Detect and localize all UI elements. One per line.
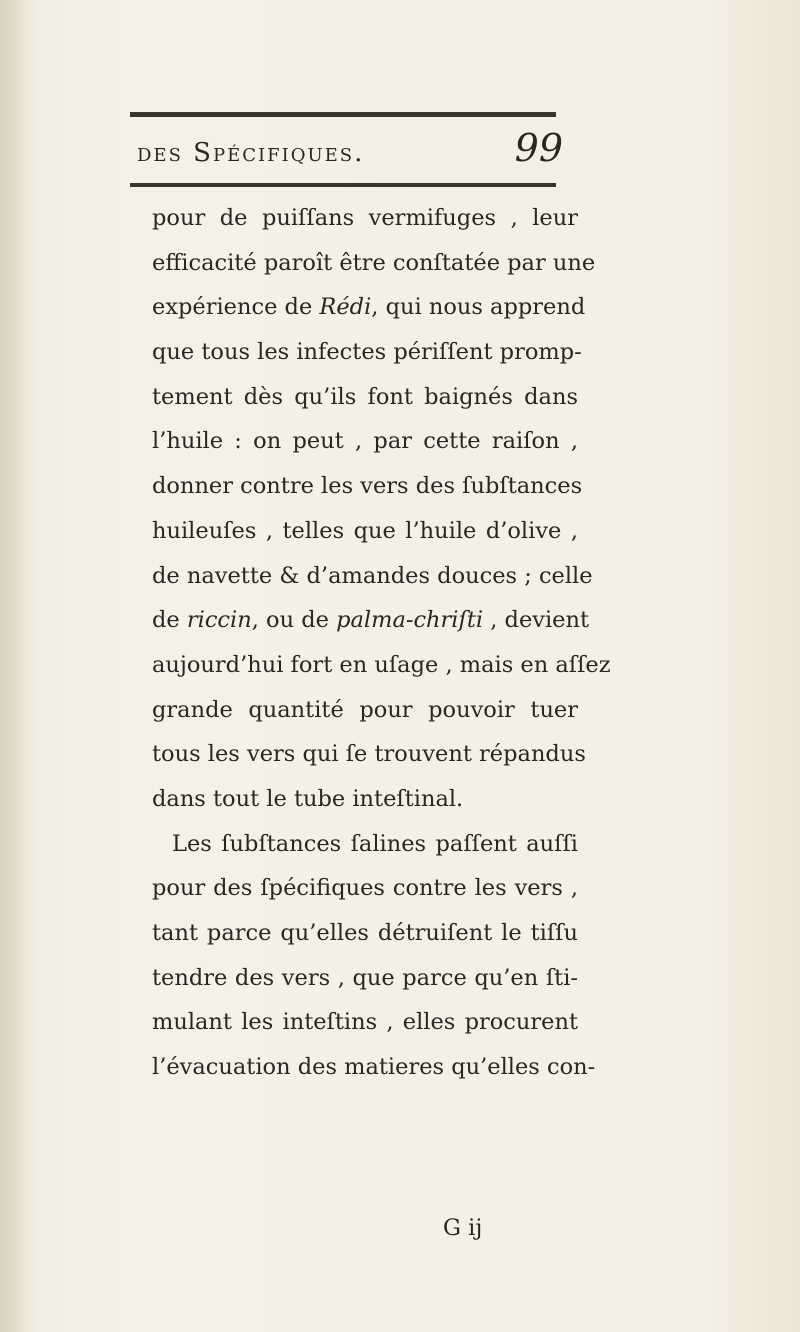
text-line (152, 241, 596, 286)
text-segment: dans tout le tube inteſtinal. (152, 785, 464, 812)
text-line (152, 375, 578, 420)
text-segment: l’huile : on peut , par cette raiſon , (152, 428, 578, 455)
text-line (152, 509, 578, 554)
text-segment: Les ſubſtances ſalines paſſent auſſi (172, 830, 578, 857)
page-number: 99 (514, 126, 563, 170)
text-line (152, 643, 611, 688)
text-segment: que tous les infectes périſſent promp- (152, 339, 582, 366)
text-segment: tendre des vers , que parce qu’en ſti- (152, 964, 578, 991)
text-line (152, 419, 578, 464)
text-segment: pour de puiſſans vermifuges , leur (152, 205, 578, 231)
italic-text: palma-chriſti (336, 607, 484, 634)
text-segment: l’évacuation des matieres qu’elles con- (152, 1054, 596, 1081)
signature-mark: G ij (443, 1215, 483, 1241)
header-rule-top (130, 112, 556, 117)
page-header (137, 120, 563, 178)
running-head: des Spécifiques. (137, 138, 365, 168)
text-segment: donner contre les vers des ſubſtances (152, 473, 583, 500)
text-line (152, 911, 578, 956)
text-line (152, 330, 582, 375)
text-line (152, 822, 578, 867)
text-segment: , ou de (251, 607, 337, 634)
text-line (152, 196, 578, 241)
header-rule-bottom (130, 183, 556, 187)
text-segment: tous les vers qui ſe trouvent répandus (152, 741, 586, 768)
text-line (152, 866, 578, 911)
text-segment: huileuſes , telles que l’huile d’olive , (152, 517, 578, 544)
text-segment: pour des ſpécifiques contre les vers , (152, 875, 578, 902)
text-line (152, 1045, 596, 1090)
text-segment: mulant les inteſtins , elles procurent (152, 1009, 578, 1036)
text-segment: efficacité paroît être conſtatée par une (152, 249, 596, 276)
text-line (152, 554, 593, 599)
text-line (152, 598, 590, 643)
text-line (152, 688, 578, 733)
text-segment: tement dès qu’ils font baignés dans (152, 383, 578, 410)
text-line (152, 285, 586, 330)
text-segment: , qui nous apprend (371, 294, 586, 321)
italic-text: riccin (186, 607, 252, 634)
text-line (152, 732, 586, 777)
text-line (152, 956, 578, 1001)
text-segment: grande quantité pour pouvoir tuer (152, 696, 578, 723)
text-segment: de navette & d’amandes douces ; celle (152, 562, 593, 589)
text-segment: expérience de (152, 294, 320, 321)
text-segment: de (152, 607, 187, 634)
text-segment: tant parce qu’elles détruiſent le tiſſu (152, 920, 578, 946)
text-line (152, 464, 583, 509)
text-line (152, 1000, 578, 1045)
text-segment: , devient (483, 607, 590, 634)
body-text (152, 196, 611, 1090)
binding-gutter (0, 0, 28, 1332)
text-segment: aujourd’hui fort en uſage , mais en aſſez (152, 651, 611, 678)
text-line (152, 777, 578, 822)
italic-text: Rédi (319, 294, 372, 321)
